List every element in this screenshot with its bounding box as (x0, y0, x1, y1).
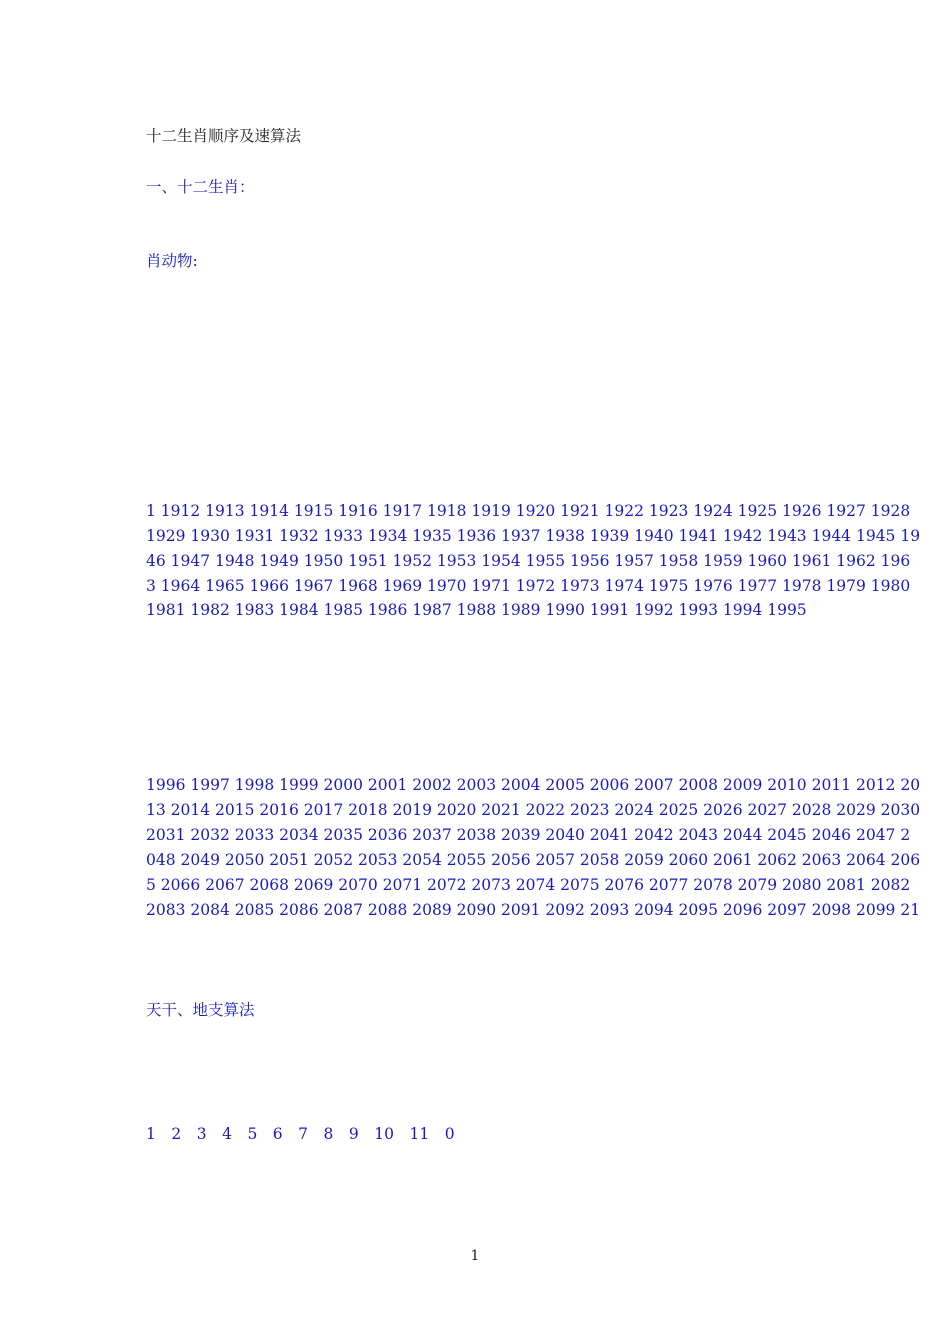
years-line: 5 2066 2067 2068 2069 2070 2071 2072 2073 2074 2075 2076 2077 2078 2079 2080 2081 2082 (146, 876, 911, 894)
years-line: 3 1964 1965 1966 1967 1968 1969 1970 1971 1972 1973 1974 1975 1976 1977 1978 1979 1980 (146, 577, 911, 595)
tiangan-dizhi-heading: 天干、地支算法 (146, 1001, 255, 1019)
method-2-continued: 肖动物: (146, 252, 198, 270)
years-line: 1929 1930 1931 1932 1933 1934 1935 1936 1937 1938 1939 1940 1941 1942 1943 1944 1945 19 (146, 527, 921, 545)
years-line: 1996 1997 1998 1999 2000 2001 2002 2003 2004 2005 2006 2007 2008 2009 2010 2011 2012 20 (146, 776, 921, 794)
dizhi-numbers: 1 2 3 4 5 6 7 8 9 10 11 0 (146, 1125, 455, 1143)
years-line: 1 1912 1913 1914 1915 1916 1917 1918 1919 1920 1921 1922 1923 1924 1925 1926 1927 1928 (146, 502, 911, 520)
years-line: 13 2014 2015 2016 2017 2018 2019 2020 2021 2022 2023 2024 2025 2026 2027 2028 2029 2030 (146, 801, 921, 819)
years-line: 048 2049 2050 2051 2052 2053 2054 2055 2056 2057 2058 2059 2060 2061 2062 2063 2064 206 (146, 851, 921, 869)
document-title: 十二生肖顺序及速算法 (146, 127, 302, 145)
years-line: 2031 2032 2033 2034 2035 2036 2037 2038 2039 2040 2041 2042 2043 2044 2045 2046 2047 2 (146, 826, 911, 844)
years-line: 1981 1982 1983 1984 1985 1986 1987 1988 1989 1990 1991 1992 1993 1994 1995 (146, 601, 807, 619)
years-line: 46 1947 1948 1949 1950 1951 1952 1953 1954 1955 1956 1957 1958 1959 1960 1961 1962 196 (146, 552, 911, 570)
section-1-heading: 一、十二生肖： (146, 178, 255, 196)
page-number: 1 (470, 1248, 480, 1264)
years-line: 2083 2084 2085 2086 2087 2088 2089 2090 2091 2092 2093 2094 2095 2096 2097 2098 2099 21 (146, 901, 921, 919)
